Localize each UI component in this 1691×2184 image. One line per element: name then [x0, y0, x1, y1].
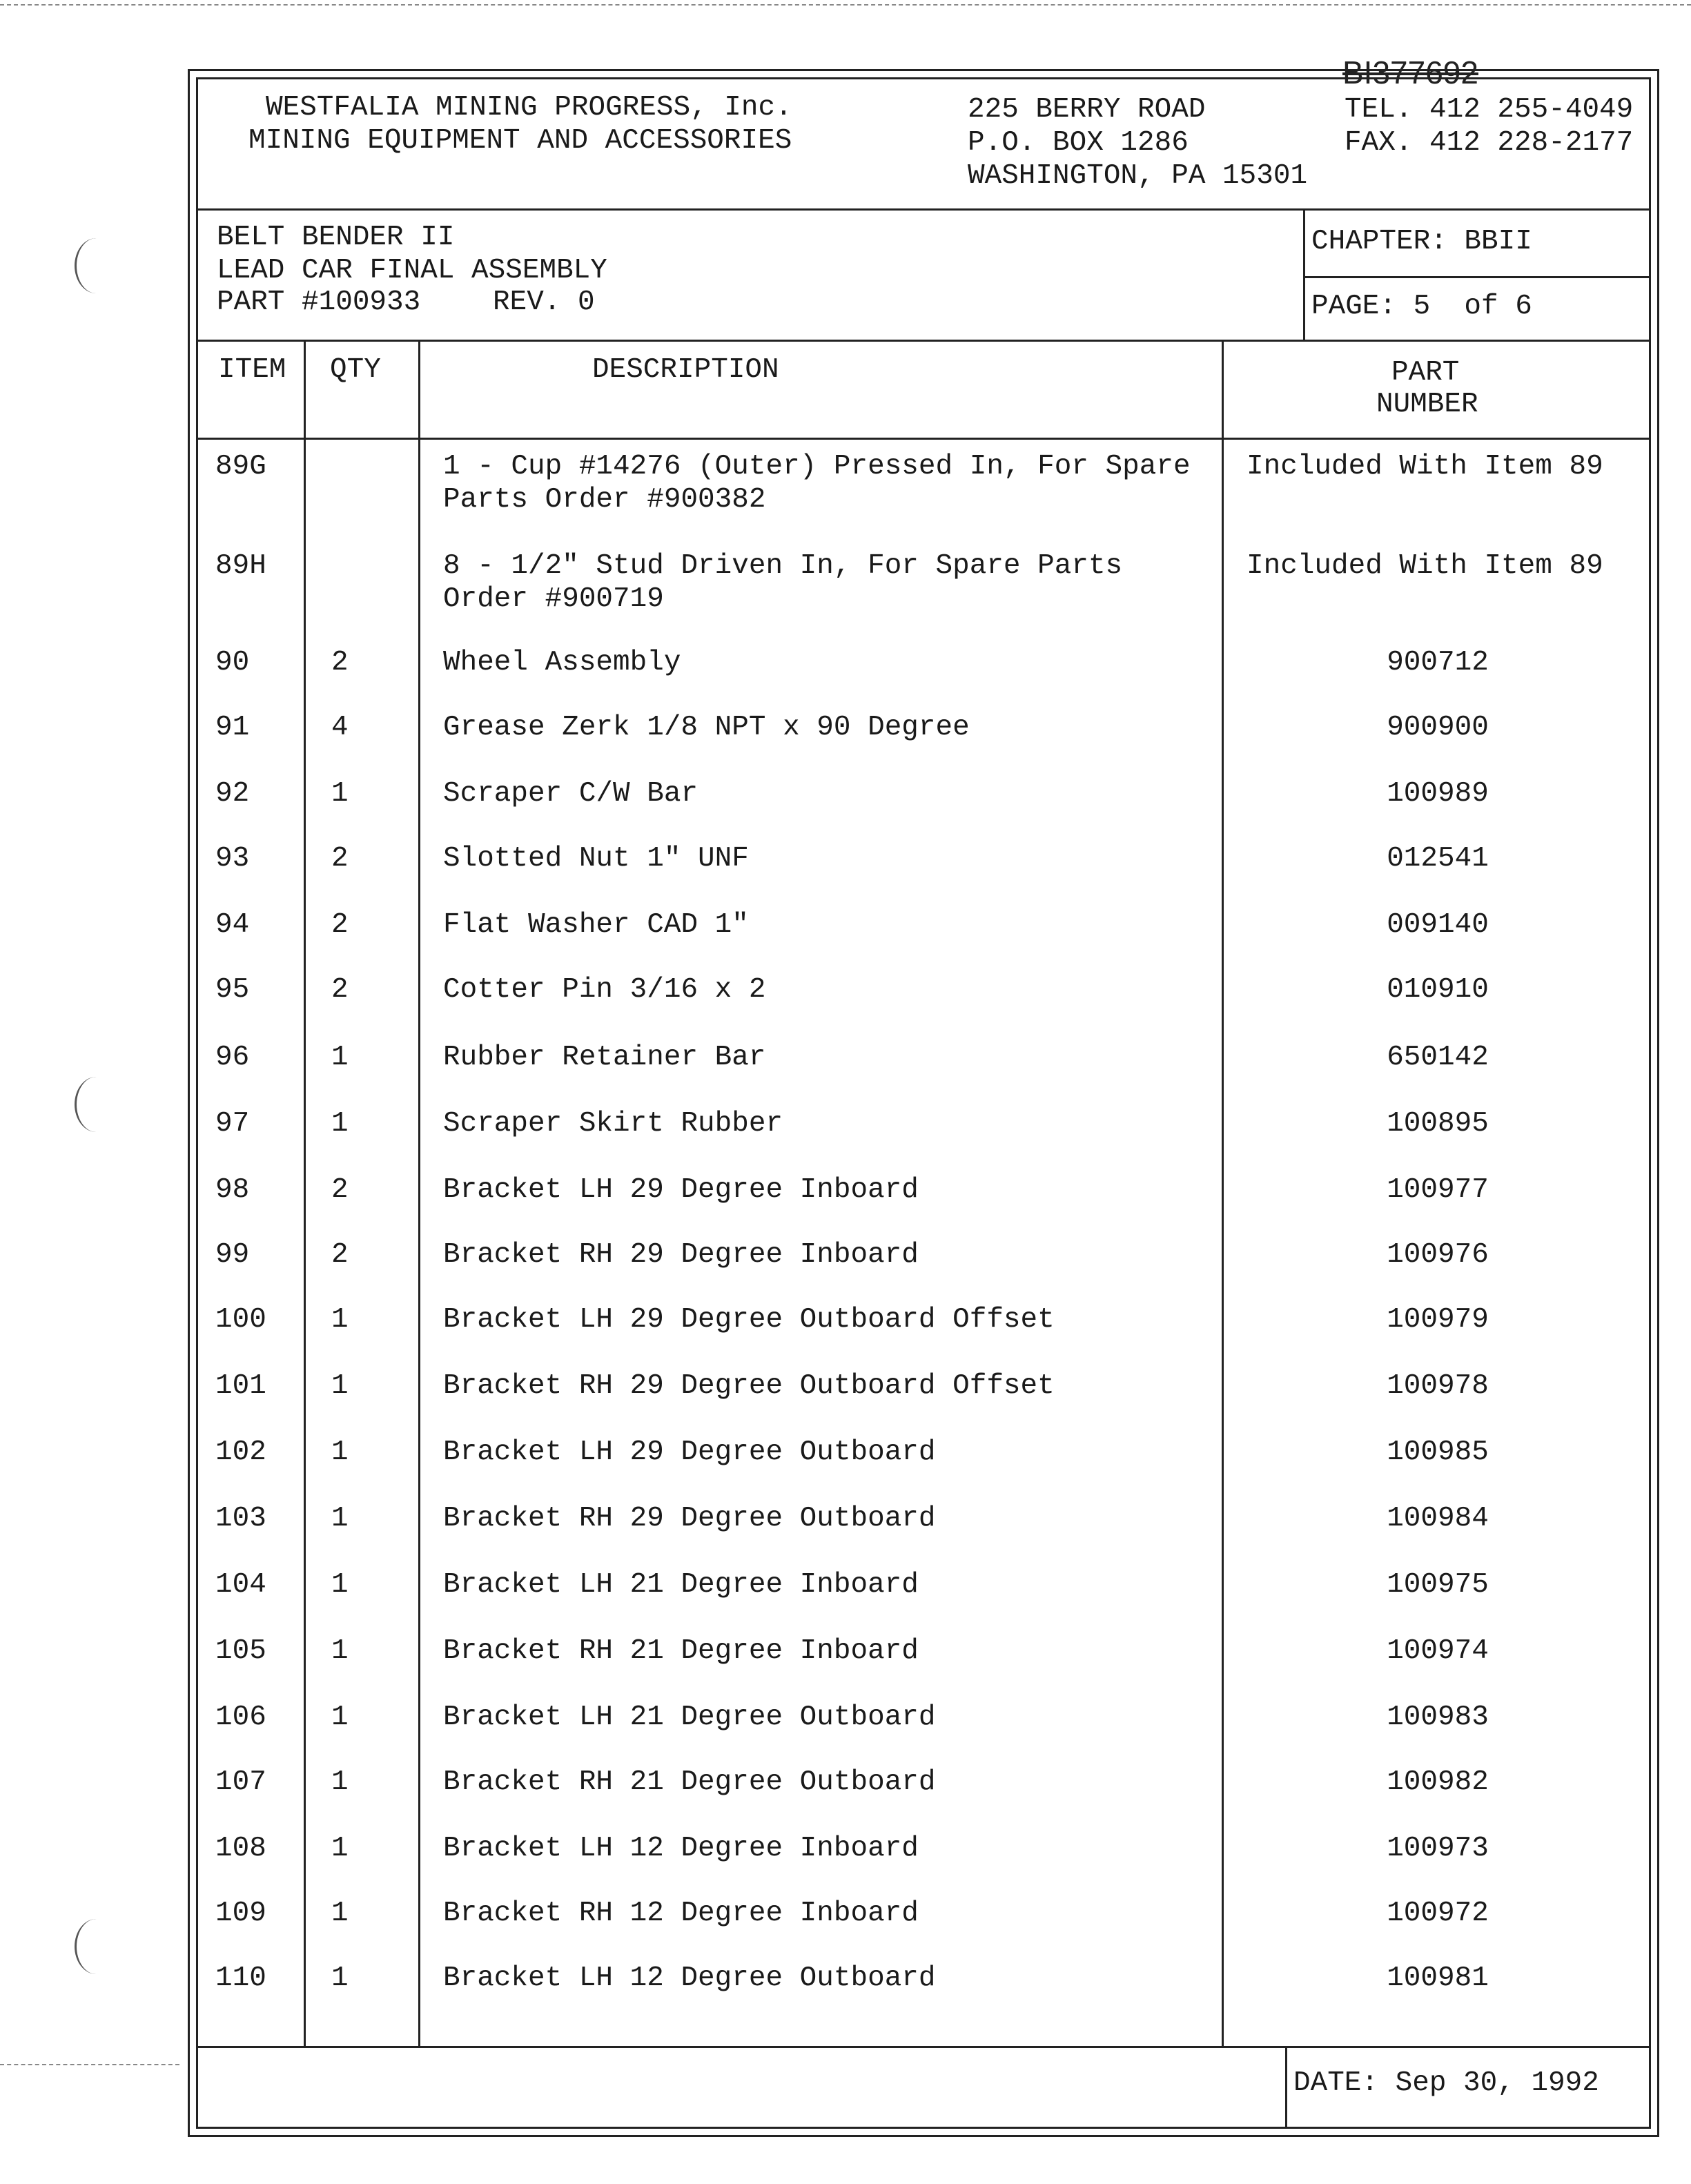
quantity: 2 [331, 974, 349, 1006]
part-number: 100973 [1387, 1833, 1489, 1864]
item-number: 97 [215, 1108, 250, 1140]
quantity: 1 [331, 1304, 349, 1336]
telephone: TEL. 412 255-4049 [1345, 94, 1634, 126]
part-number: 100979 [1387, 1304, 1489, 1336]
description: 1 - Cup #14276 (Outer) Pressed In, For Spare Parts Order #900382 [443, 451, 1191, 516]
scan-edge-bottom [0, 2064, 179, 2065]
part-number: Included With Item 89 [1247, 550, 1603, 582]
description: Scraper C/W Bar [443, 778, 698, 810]
document-date: DATE: Sep 30, 1992 [1293, 2067, 1599, 2099]
column-header-description: DESCRIPTION [592, 354, 779, 386]
description: Cotter Pin 3/16 x 2 [443, 974, 766, 1006]
description: Bracket LH 21 Degree Outboard [443, 1702, 936, 1733]
item-number: 105 [215, 1635, 266, 1667]
column-header-part-line1: PART [1391, 357, 1460, 389]
quantity: 1 [331, 1042, 349, 1073]
part-number: 100989 [1387, 778, 1489, 810]
description: Flat Washer CAD 1" [443, 909, 749, 941]
item-number: 109 [215, 1898, 266, 1929]
part-number: 100974 [1387, 1635, 1489, 1667]
description: Rubber Retainer Bar [443, 1042, 766, 1073]
item-number: 108 [215, 1833, 266, 1864]
item-number: 99 [215, 1239, 250, 1271]
part-number: 100895 [1387, 1108, 1489, 1140]
part-number: 009140 [1387, 909, 1489, 941]
item-number: 101 [215, 1370, 266, 1402]
part-number: 100976 [1387, 1239, 1489, 1271]
chapter-page-divider [1304, 276, 1651, 278]
part-number: 100972 [1387, 1898, 1489, 1929]
punch-hole-bottom [75, 1919, 118, 1974]
chapter-label: CHAPTER: BBII [1311, 226, 1532, 257]
quantity: 1 [331, 1503, 349, 1534]
quantity: 1 [331, 1833, 349, 1864]
part-number: 100975 [1387, 1569, 1489, 1601]
header-divider [196, 208, 1651, 211]
description: Bracket RH 12 Degree Inboard [443, 1898, 919, 1929]
punch-hole-middle [75, 1077, 118, 1132]
quantity: 1 [331, 1766, 349, 1798]
part-number: 650142 [1387, 1042, 1489, 1073]
column-header-part-line2: NUMBER [1376, 389, 1478, 420]
quantity: 1 [331, 1569, 349, 1601]
description: Scraper Skirt Rubber [443, 1108, 783, 1140]
part-number: Included With Item 89 [1247, 451, 1603, 482]
item-number: 110 [215, 1962, 266, 1994]
column-header-item: ITEM [218, 354, 286, 386]
column-header-qty: QTY [330, 354, 381, 386]
item-number: 104 [215, 1569, 266, 1601]
quantity: 1 [331, 1436, 349, 1468]
assembly-part-number: PART #100933 [217, 286, 421, 318]
description: Bracket LH 21 Degree Inboard [443, 1569, 919, 1601]
column-header-divider [196, 438, 1651, 440]
description: Bracket LH 29 Degree Outboard [443, 1436, 936, 1468]
item-number: 98 [215, 1174, 250, 1206]
item-number: 91 [215, 712, 250, 743]
part-number: 010910 [1387, 974, 1489, 1006]
address-line-2: P.O. BOX 1286 [968, 127, 1189, 159]
quantity: 1 [331, 1962, 349, 1994]
item-number: 103 [215, 1503, 266, 1534]
part-number: 100984 [1387, 1503, 1489, 1534]
part-number: 012541 [1387, 843, 1489, 875]
description: Grease Zerk 1/8 NPT x 90 Degree [443, 712, 970, 743]
description: Wheel Assembly [443, 647, 681, 679]
description: 8 - 1/2" Stud Driven In, For Spare Parts Order #900719 [443, 550, 1123, 615]
description: Bracket RH 29 Degree Inboard [443, 1239, 919, 1271]
quantity: 1 [331, 778, 349, 810]
assembly-divider [196, 340, 1651, 342]
column-rule-item-qty [304, 340, 306, 2047]
table-bottom-rule [196, 2046, 1651, 2048]
quantity: 1 [331, 1108, 349, 1140]
quantity: 2 [331, 1174, 349, 1206]
quantity: 2 [331, 647, 349, 679]
column-rule-qty-desc [418, 340, 420, 2047]
quantity: 2 [331, 1239, 349, 1271]
quantity: 1 [331, 1702, 349, 1733]
quantity: 1 [331, 1898, 349, 1929]
scan-edge-top [0, 4, 1691, 6]
quantity: 1 [331, 1370, 349, 1402]
description: Bracket LH 12 Degree Outboard [443, 1962, 936, 1994]
description: Bracket LH 29 Degree Inboard [443, 1174, 919, 1206]
punch-hole-top [75, 238, 118, 293]
company-name: WESTFALIA MINING PROGRESS, Inc. [266, 92, 792, 124]
part-number: 900900 [1387, 712, 1489, 743]
description: Bracket RH 21 Degree Outboard [443, 1766, 936, 1798]
fax: FAX. 412 228-2177 [1345, 127, 1634, 159]
chapter-box-divider [1303, 208, 1305, 341]
description: Bracket LH 29 Degree Outboard Offset [443, 1304, 1055, 1336]
part-number: 100985 [1387, 1436, 1489, 1468]
description: Bracket RH 29 Degree Outboard [443, 1503, 936, 1534]
address-line-1: 225 BERRY ROAD [968, 94, 1206, 126]
description: Slotted Nut 1" UNF [443, 843, 749, 875]
part-number: 100981 [1387, 1962, 1489, 1994]
description: Bracket LH 12 Degree Inboard [443, 1833, 919, 1864]
assembly-subtitle: LEAD CAR FINAL ASSEMBLY [217, 255, 607, 286]
description: Bracket RH 21 Degree Inboard [443, 1635, 919, 1667]
quantity: 2 [331, 843, 349, 875]
quantity: 4 [331, 712, 349, 743]
item-number: 100 [215, 1304, 266, 1336]
item-number: 95 [215, 974, 250, 1006]
part-number: 100983 [1387, 1702, 1489, 1733]
part-number: 100978 [1387, 1370, 1489, 1402]
company-tagline: MINING EQUIPMENT AND ACCESSORIES [248, 125, 792, 157]
assembly-revision: REV. 0 [493, 286, 595, 318]
item-number: 89H [215, 550, 266, 582]
part-number: 900712 [1387, 647, 1489, 679]
item-number: 106 [215, 1702, 266, 1733]
page-number: PAGE: 5 of 6 [1311, 291, 1532, 322]
item-number: 93 [215, 843, 250, 875]
item-number: 92 [215, 778, 250, 810]
item-number: 94 [215, 909, 250, 941]
description: Bracket RH 29 Degree Outboard Offset [443, 1370, 1055, 1402]
document-number: BI377692 [1342, 55, 1478, 90]
item-number: 107 [215, 1766, 266, 1798]
assembly-title: BELT BENDER II [217, 222, 455, 253]
quantity: 2 [331, 909, 349, 941]
part-number: 100982 [1387, 1766, 1489, 1798]
item-number: 90 [215, 647, 250, 679]
part-number: 100977 [1387, 1174, 1489, 1206]
column-rule-desc-part [1222, 340, 1224, 2047]
footer-date-divider [1285, 2046, 1287, 2129]
address-line-3: WASHINGTON, PA 15301 [968, 160, 1308, 192]
item-number: 102 [215, 1436, 266, 1468]
quantity: 1 [331, 1635, 349, 1667]
item-number: 89G [215, 451, 266, 482]
item-number: 96 [215, 1042, 250, 1073]
